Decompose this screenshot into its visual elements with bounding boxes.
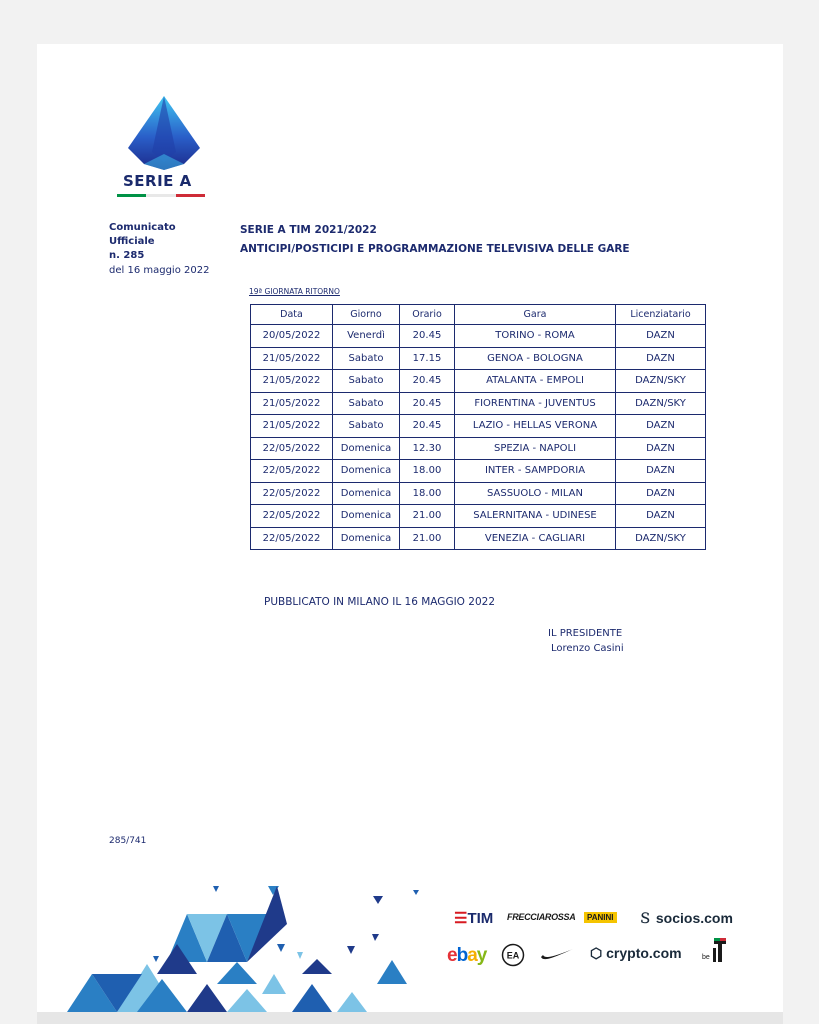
svg-text:EA: EA — [506, 950, 520, 961]
signature-block — [548, 626, 624, 656]
italian-flag-stripe — [117, 194, 205, 197]
header-licenziatario: Licenziatario — [616, 305, 706, 325]
sponsors-row — [447, 902, 747, 982]
document-title — [240, 221, 630, 259]
page-bottom-edge — [37, 1012, 783, 1024]
header-data: Data — [251, 305, 333, 325]
communique-title: Comunicato Ufficiale n. 285 — [109, 222, 176, 261]
round-label: 19ª GIORNATA RITORNO — [249, 287, 340, 296]
table-row: 20/05/2022 Venerdì 20.45 TORINO - ROMA DAZN — [251, 325, 706, 348]
table-header-row — [251, 305, 706, 325]
table-row: 22/05/2022 Domenica 21.00 SALERNITANA - UDINESE DAZN — [251, 505, 706, 528]
table-row: 22/05/2022 Domenica 18.00 INTER - SAMPDORIA DAZN — [251, 460, 706, 483]
table-row: 21/05/2022 Sabato 20.45 FIORENTINA - JUVENTUS DAZN/SKY — [251, 392, 706, 415]
signature-role: IL PRESIDENTE — [548, 628, 623, 639]
table-row: 21/05/2022 Sabato 17.15 GENOA - BOLOGNA DAZN — [251, 347, 706, 370]
crypto-com-logo: ⬡ crypto.com — [590, 945, 682, 961]
table-row: 22/05/2022 Domenica 18.00 SASSUOLO - MILAN DAZN — [251, 482, 706, 505]
table-row: 22/05/2022 Domenica 12.30 SPEZIA - NAPOLI DAZN — [251, 437, 706, 460]
published-statement: PUBBLICATO IN MILANO IL 16 MAGGIO 2022 — [264, 596, 495, 608]
signature-name: Lorenzo Casini — [551, 643, 624, 654]
ea-sports-logo-icon — [501, 943, 525, 967]
socios-icon: Ｓ — [638, 910, 652, 926]
table-row: 21/05/2022 Sabato 20.45 ATALANTA - EMPOLI DAZN/SKY — [251, 370, 706, 393]
tim-logo: ☰TIM — [454, 910, 494, 927]
document-page — [37, 44, 783, 1012]
frecciarossa-logo: FRECCIAROSSA — [507, 912, 576, 922]
header-giorno: Giorno — [333, 305, 400, 325]
ebay-logo: ebay — [447, 945, 487, 966]
crypto-shield-icon: ⬡ — [590, 945, 603, 961]
table-row: 21/05/2022 Sabato 20.45 LAZIO - HELLAS VERONA DAZN — [251, 415, 706, 438]
be-it-logo: be — [702, 936, 732, 969]
socios-logo: Ｓ socios.com — [638, 910, 733, 926]
header-orario: Orario — [400, 305, 455, 325]
serie-a-logo-text: SERIE A — [123, 172, 192, 190]
table-row: 22/05/2022 Domenica 21.00 VENEZIA - CAGLIARI DAZN/SKY — [251, 527, 706, 550]
title-line-2: ANTICIPI/POSTICIPI E PROGRAMMAZIONE TELEVISIVA DELLE GARE — [240, 243, 630, 255]
title-line-1: SERIE A TIM 2021/2022 — [240, 224, 377, 236]
panini-logo: PANINI — [584, 912, 617, 923]
nike-swoosh-icon — [539, 946, 575, 962]
communique-date: del 16 maggio 2022 — [109, 265, 210, 276]
page-number: 285/741 — [109, 836, 147, 846]
fixtures-table — [250, 304, 706, 550]
decorative-triangles-pattern — [37, 864, 437, 1012]
header-gara: Gara — [455, 305, 616, 325]
